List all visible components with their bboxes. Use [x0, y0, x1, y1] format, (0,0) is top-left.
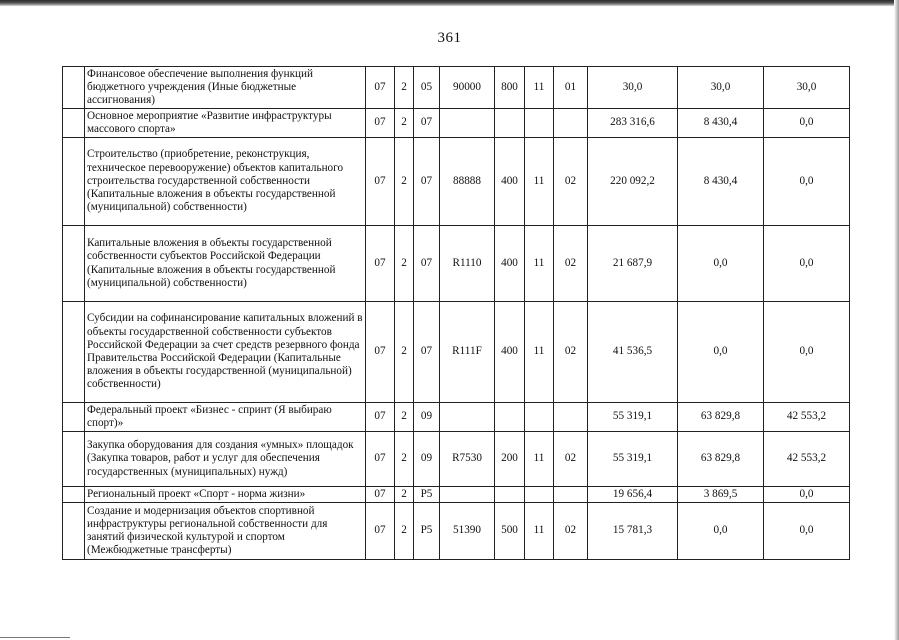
code-program: 07	[414, 302, 440, 403]
code-program: 09	[414, 432, 440, 487]
amount-year-3: 0,0	[764, 487, 850, 503]
code-kosgu-2: 02	[554, 138, 588, 226]
amount-year-1: 41 536,5	[588, 302, 678, 403]
table-row	[63, 487, 850, 503]
row-margin-cell	[63, 226, 85, 302]
amount-year-2: 8 430,4	[678, 138, 764, 226]
amount-year-3: 0,0	[764, 138, 850, 226]
code-section: 07	[366, 503, 395, 560]
code-section: 07	[366, 138, 395, 226]
code-direction: R111F	[440, 302, 495, 403]
row-title: Федеральный проект «Бизнес - спринт (Я выбираю спорт)»	[85, 403, 366, 432]
code-section: 07	[366, 109, 395, 138]
code-subsection: 2	[395, 226, 414, 302]
amount-year-1: 55 319,1	[588, 432, 678, 487]
row-title: Субсидии на софинансирование капитальных вложений в объекты государственной собственности субъектов Российской Федерации за счет средств резервного фонда Правительства Российской Федерации (Капитальные вложения в объекты государственной (муниципальной) собственности)	[85, 302, 366, 403]
code-kosgu-2	[554, 487, 588, 503]
code-kosgu-2: 02	[554, 226, 588, 302]
code-expense-type: 200	[495, 432, 525, 487]
amount-year-1: 30,0	[588, 67, 678, 109]
code-program: 05	[414, 67, 440, 109]
amount-year-3: 0,0	[764, 302, 850, 403]
row-margin-cell	[63, 487, 85, 503]
code-kosgu-2: 02	[554, 432, 588, 487]
amount-year-3: 0,0	[764, 503, 850, 560]
table-row	[63, 226, 850, 302]
code-direction	[440, 403, 495, 432]
row-margin-cell	[63, 503, 85, 560]
code-subsection: 2	[395, 487, 414, 503]
row-title: Основное мероприятие «Развитие инфраструктуры массового спорта»	[85, 109, 366, 138]
code-subsection: 2	[395, 138, 414, 226]
amount-year-1: 55 319,1	[588, 403, 678, 432]
amount-year-3: 0,0	[764, 226, 850, 302]
code-kosgu-2	[554, 403, 588, 432]
code-subsection: 2	[395, 503, 414, 560]
row-margin-cell	[63, 138, 85, 226]
code-section: 07	[366, 432, 395, 487]
code-expense-type	[495, 487, 525, 503]
code-kosgu-1: 11	[525, 302, 554, 403]
code-program: P5	[414, 487, 440, 503]
table-row	[63, 302, 850, 403]
code-kosgu-2	[554, 109, 588, 138]
row-title: Строительство (приобретение, реконструкция, техническое перевооружение) объектов капитального строительства государственной собственности (Капитальные вложения в объекты государственной (муниципальной) собственности)	[85, 138, 366, 226]
code-kosgu-1: 11	[525, 503, 554, 560]
row-title: Закупка оборудования для создания «умных» площадок (Закупка товаров, работ и услуг для обеспечения государственных (муниципальных) нужд)	[85, 432, 366, 487]
table-row	[63, 403, 850, 432]
amount-year-2: 8 430,4	[678, 109, 764, 138]
table-row	[63, 67, 850, 109]
amount-year-2: 0,0	[678, 503, 764, 560]
table-body	[63, 67, 850, 560]
code-program: 07	[414, 226, 440, 302]
amount-year-1: 15 781,3	[588, 503, 678, 560]
code-program: 09	[414, 403, 440, 432]
code-program: 07	[414, 109, 440, 138]
code-section: 07	[366, 226, 395, 302]
code-expense-type	[495, 109, 525, 138]
amount-year-2: 63 829,8	[678, 432, 764, 487]
page-number: 361	[437, 30, 462, 46]
row-margin-cell	[63, 302, 85, 403]
code-kosgu-1	[525, 487, 554, 503]
row-margin-cell	[63, 67, 85, 109]
code-section: 07	[366, 302, 395, 403]
row-margin-cell	[63, 109, 85, 138]
code-kosgu-2: 02	[554, 503, 588, 560]
code-subsection: 2	[395, 432, 414, 487]
code-subsection: 2	[395, 109, 414, 138]
code-expense-type	[495, 403, 525, 432]
table-row	[63, 432, 850, 487]
amount-year-2: 63 829,8	[678, 403, 764, 432]
code-expense-type: 500	[495, 503, 525, 560]
row-title: Создание и модернизация объектов спортивной инфраструктуры региональной собственности для занятий физической культурой и спортом (Межбюджетные трансферты)	[85, 503, 366, 560]
row-margin-cell	[63, 432, 85, 487]
code-subsection: 2	[395, 302, 414, 403]
amount-year-1: 283 316,6	[588, 109, 678, 138]
code-kosgu-1	[525, 109, 554, 138]
code-program: P5	[414, 503, 440, 560]
code-kosgu-1	[525, 403, 554, 432]
code-expense-type: 400	[495, 226, 525, 302]
amount-year-2: 0,0	[678, 302, 764, 403]
scan-top-edge	[0, 0, 899, 6]
amount-year-3: 42 553,2	[764, 432, 850, 487]
code-direction: R1110	[440, 226, 495, 302]
table-row	[63, 138, 850, 226]
amount-year-3: 30,0	[764, 67, 850, 109]
code-subsection: 2	[395, 403, 414, 432]
code-section: 07	[366, 67, 395, 109]
code-section: 07	[366, 403, 395, 432]
code-direction: 88888	[440, 138, 495, 226]
code-direction	[440, 487, 495, 503]
amount-year-2: 3 869,5	[678, 487, 764, 503]
amount-year-3: 0,0	[764, 109, 850, 138]
row-title: Региональный проект «Спорт - норма жизни»	[85, 487, 366, 503]
row-margin-cell	[63, 403, 85, 432]
table-row	[63, 503, 850, 560]
code-direction	[440, 109, 495, 138]
code-program: 07	[414, 138, 440, 226]
amount-year-1: 21 687,9	[588, 226, 678, 302]
code-kosgu-2: 01	[554, 67, 588, 109]
code-expense-type: 400	[495, 138, 525, 226]
scan-bottom-mark	[0, 637, 70, 638]
code-section: 07	[366, 487, 395, 503]
code-kosgu-2: 02	[554, 302, 588, 403]
code-direction: 90000	[440, 67, 495, 109]
code-direction: 51390	[440, 503, 495, 560]
table-row	[63, 109, 850, 138]
code-kosgu-1: 11	[525, 67, 554, 109]
amount-year-2: 0,0	[678, 226, 764, 302]
amount-year-1: 19 656,4	[588, 487, 678, 503]
amount-year-1: 220 092,2	[588, 138, 678, 226]
code-subsection: 2	[395, 67, 414, 109]
row-title: Финансовое обеспечение выполнения функций бюджетного учреждения (Иные бюджетные ассигнования)	[85, 67, 366, 109]
code-expense-type: 800	[495, 67, 525, 109]
code-expense-type: 400	[495, 302, 525, 403]
code-kosgu-1: 11	[525, 226, 554, 302]
code-direction: R7530	[440, 432, 495, 487]
amount-year-3: 42 553,2	[764, 403, 850, 432]
amount-year-2: 30,0	[678, 67, 764, 109]
code-kosgu-1: 11	[525, 432, 554, 487]
budget-table	[62, 66, 850, 560]
code-kosgu-1: 11	[525, 138, 554, 226]
row-title: Капитальные вложения в объекты государственной собственности субъектов Российской Федерации (Капитальные вложения в объекты государственной (муниципальной) собственности)	[85, 226, 366, 302]
scan-right-edge	[894, 0, 899, 640]
